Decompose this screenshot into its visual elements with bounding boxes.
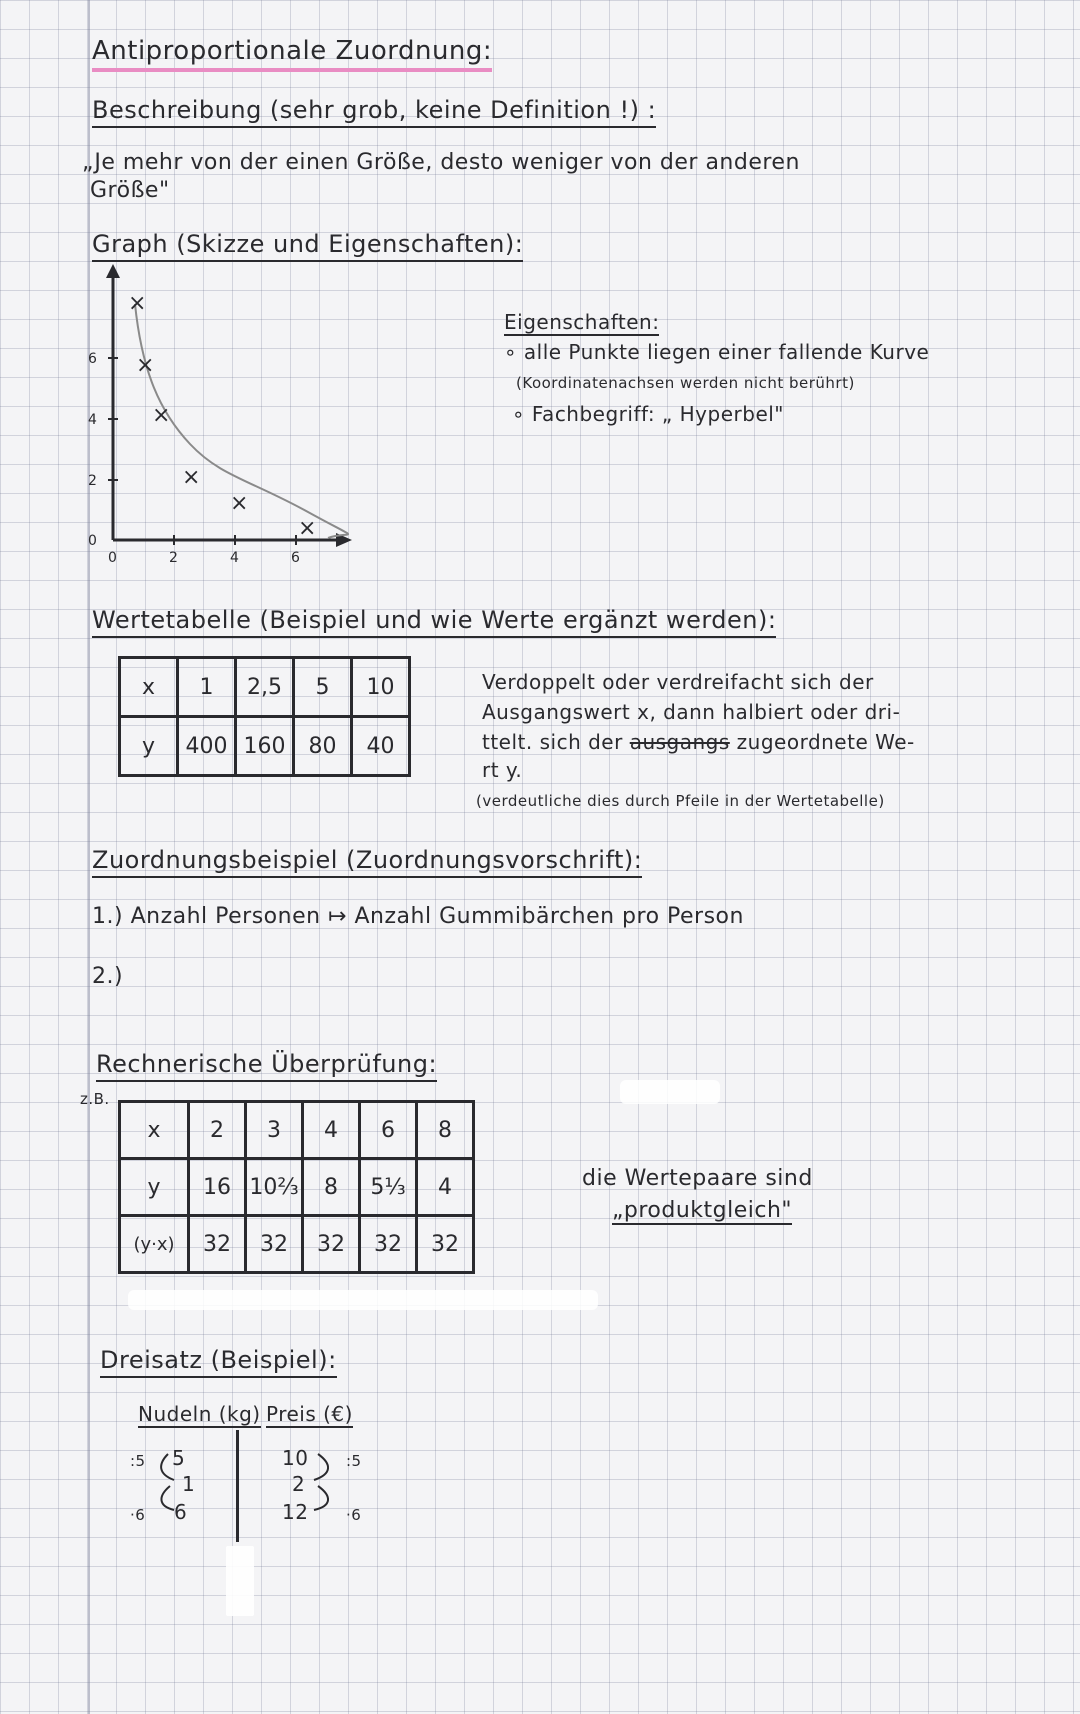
wertetabelle-note: (verdeutliche dies durch Pfeile in der Wertetabelle) — [476, 792, 885, 810]
table-cell: 1 — [178, 658, 236, 717]
expl-3-struck: ausgangs — [629, 730, 730, 754]
dreisatz-c2-3: 12 — [282, 1500, 309, 1524]
table-cell: 4 — [417, 1159, 474, 1216]
wertetabelle-expl-1: Verdoppelt oder verdreifacht sich der — [482, 670, 874, 694]
eigenschaften-item-1 — [504, 340, 929, 364]
eigenschaften-note: (Koordinatenachsen werden nicht berührt) — [516, 374, 855, 392]
expl-3-start: ttelt. sich der — [482, 730, 623, 754]
eigenschaften-item-2-text: Fachbegriff: „ Hyperbel" — [531, 402, 784, 426]
y-tick-6: 6 — [88, 351, 97, 367]
table-cell: 2 — [189, 1102, 246, 1159]
wertetabelle-expl-4: rt y. — [482, 758, 523, 782]
point-marker: × — [230, 491, 249, 516]
bullet-icon: ∘ — [504, 340, 524, 364]
point-marker: × — [128, 291, 147, 316]
rechnerisch-table — [118, 1100, 475, 1274]
eigenschaften-item-2 — [512, 402, 784, 426]
table-cell: x — [120, 658, 178, 717]
table-row — [120, 658, 410, 717]
margin-line — [88, 0, 90, 1714]
dreisatz-c1-1: 5 — [172, 1446, 186, 1470]
table-row — [120, 1216, 474, 1273]
wertetabelle-table — [118, 656, 411, 777]
bullet-icon: ∘ — [512, 402, 532, 426]
point-marker: × — [136, 353, 155, 378]
dreisatz-arrows — [150, 1440, 370, 1540]
table-row — [120, 1159, 474, 1216]
table-cell: 2,5 — [236, 658, 294, 717]
y-tick-0: 0 — [88, 533, 97, 549]
dreisatz-c2-1: 10 — [282, 1446, 309, 1470]
point-marker: × — [298, 516, 317, 541]
table-cell: 80 — [294, 717, 352, 776]
table-cell: 32 — [417, 1216, 474, 1273]
beschreibung-heading: Beschreibung (sehr grob, keine Definition !) : — [92, 96, 656, 128]
ex1-left: Anzahl Personen — [130, 904, 321, 929]
graph-heading: Graph (Skizze und Eigenschaften): — [92, 230, 523, 262]
table-cell: 16 — [189, 1159, 246, 1216]
table-cell: x — [120, 1102, 189, 1159]
graph-sketch — [80, 262, 380, 562]
x-tick-2: 2 — [169, 550, 178, 562]
table-cell: 32 — [189, 1216, 246, 1273]
eigenschaften-heading: Eigenschaften: — [504, 310, 660, 334]
point-marker: × — [182, 465, 201, 490]
ex1-number: 1.) — [92, 904, 124, 929]
table-cell: y — [120, 1159, 189, 1216]
table-cell: 32 — [246, 1216, 303, 1273]
table-row — [120, 1102, 474, 1159]
zuordnung-example-1 — [92, 904, 744, 929]
dreisatz-col2-head: Preis (€) — [266, 1402, 353, 1426]
rechnerisch-heading: Rechnerische Überprüfung: — [96, 1050, 437, 1082]
dreisatz-op-div-right: :5 — [346, 1452, 362, 1470]
table-cell: y — [120, 717, 178, 776]
zb-label: z.B. — [80, 1090, 110, 1108]
dreisatz-col1-head: Nudeln (kg) — [138, 1402, 261, 1426]
eraser-mark — [128, 1290, 598, 1310]
ex1-right: Anzahl Gummibärchen pro Person — [354, 904, 744, 929]
table-cell: 32 — [360, 1216, 417, 1273]
y-tick-2: 2 — [88, 473, 97, 489]
table-cell: 5 — [294, 658, 352, 717]
dreisatz-op-div-left: :5 — [130, 1452, 146, 1470]
table-cell: 8 — [417, 1102, 474, 1159]
x-tick-4: 4 — [230, 550, 239, 562]
beschreibung-text-2: Größe" — [90, 178, 170, 203]
produktgleich-note-2: „produktgleich" — [612, 1198, 793, 1223]
beschreibung-text-1: „Je mehr von der einen Größe, desto weniger von der anderen — [82, 150, 800, 175]
point-marker: × — [152, 403, 171, 428]
zuordnung-heading: Zuordnungsbeispiel (Zuordnungsvorschrift): — [92, 846, 642, 878]
table-cell: (y·x) — [120, 1216, 189, 1273]
expl-3-end: zugeordnete We- — [736, 730, 915, 754]
wertetabelle-expl-3 — [482, 730, 915, 754]
zuordnung-example-2: 2.) — [92, 964, 124, 989]
table-cell: 32 — [303, 1216, 360, 1273]
dreisatz-c1-3: 6 — [174, 1500, 188, 1524]
x-tick-6: 6 — [291, 550, 300, 562]
wertetabelle-heading: Wertetabelle (Beispiel und wie Werte ergänzt werden): — [92, 606, 776, 638]
eigenschaften-item-1-text: alle Punkte liegen einer fallende Kurve — [523, 340, 930, 364]
dreisatz-c1-2: 1 — [182, 1472, 196, 1496]
table-cell: 5⅓ — [360, 1159, 417, 1216]
wertetabelle-expl-2: Ausgangswert x, dann halbiert oder dri- — [482, 700, 901, 724]
table-cell: 40 — [352, 717, 410, 776]
maps-to-arrow-icon: ↦ — [328, 904, 347, 929]
tape-mark — [226, 1546, 254, 1616]
table-cell: 10 — [352, 658, 410, 717]
dreisatz-op-mul-right: ·6 — [346, 1506, 362, 1524]
page-title: Antiproportionale Zuordnung: — [92, 36, 492, 72]
table-row — [120, 717, 410, 776]
produktgleich-note-1: die Wertepaare sind — [582, 1166, 813, 1191]
dreisatz-c2-2: 2 — [292, 1472, 306, 1496]
table-cell: 6 — [360, 1102, 417, 1159]
table-cell: 10⅔ — [246, 1159, 303, 1216]
eraser-mark — [620, 1080, 720, 1104]
y-axis-arrow — [106, 264, 120, 278]
table-cell: 4 — [303, 1102, 360, 1159]
dreisatz-heading: Dreisatz (Beispiel): — [100, 1346, 337, 1378]
y-tick-4: 4 — [88, 412, 97, 428]
table-cell: 400 — [178, 717, 236, 776]
table-cell: 8 — [303, 1159, 360, 1216]
dreisatz-op-mul-left: ·6 — [130, 1506, 146, 1524]
x-tick-0: 0 — [108, 550, 117, 562]
table-cell: 3 — [246, 1102, 303, 1159]
table-cell: 160 — [236, 717, 294, 776]
